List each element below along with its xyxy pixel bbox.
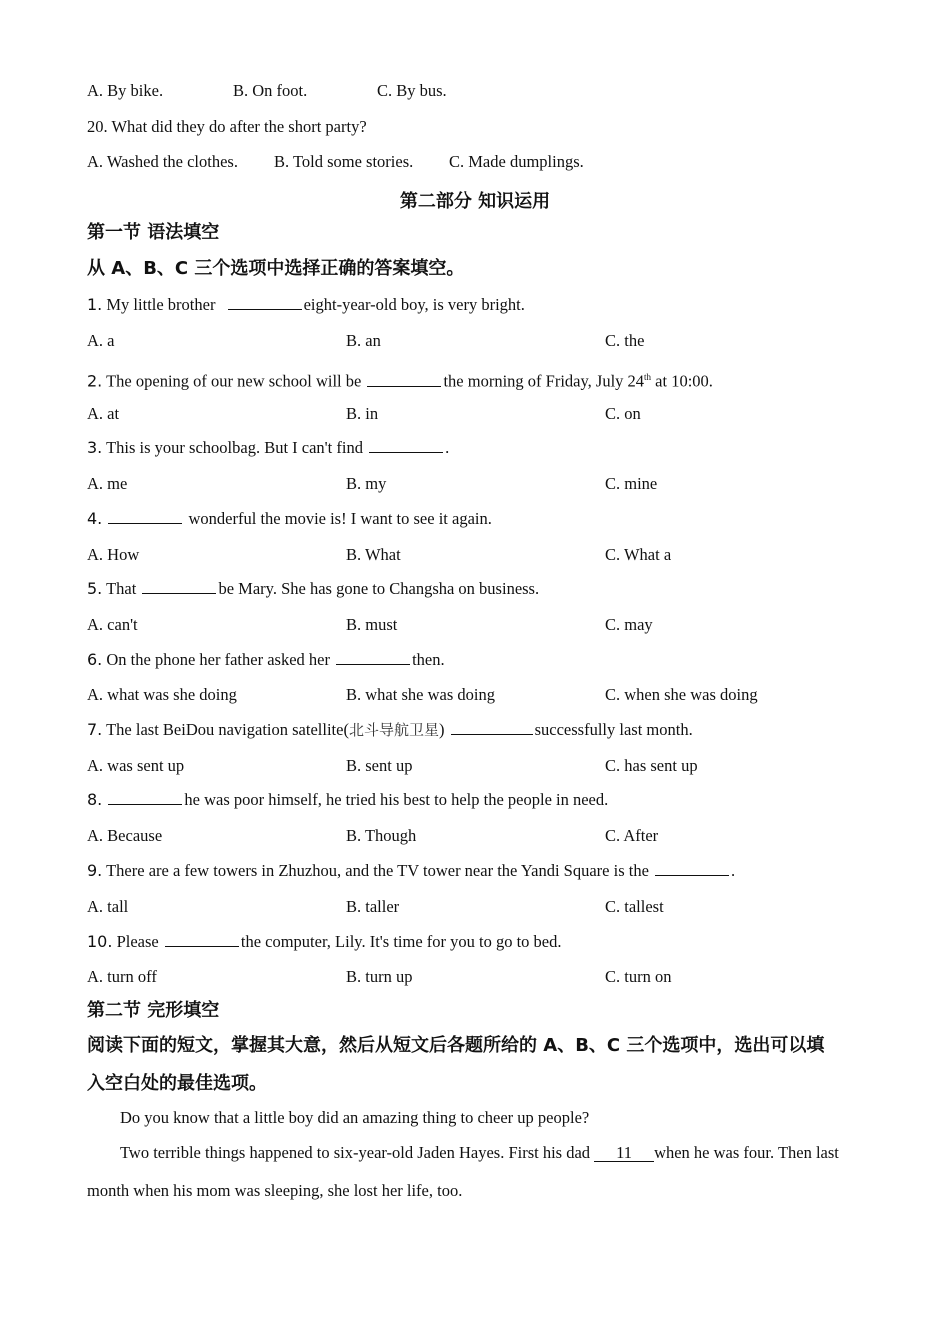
numbered-blank: 11 — [594, 1144, 654, 1162]
option-c: C. Made dumplings. — [449, 152, 584, 171]
option-a: A. By bike. — [87, 81, 164, 100]
answer-blank — [655, 860, 729, 876]
option-b: B. an — [346, 331, 381, 350]
question-8: 8. he was poor himself, he tried his best to help the people in need. — [87, 790, 609, 809]
section-title: 第一节 语法填空 — [87, 222, 220, 243]
question-10: 10. Please the computer, Lily. It's time for you to go to bed. — [87, 932, 562, 951]
question-20: 20. What did they do after the short party? — [87, 117, 367, 136]
option-a: A. turn off — [87, 967, 157, 986]
option-a: A. can't — [87, 615, 138, 634]
passage-paragraph: Do you know that a little boy did an amazing thing to cheer up people? — [120, 1108, 590, 1127]
option-c: C. tallest — [605, 897, 664, 916]
passage-paragraph: Two terrible things happened to six-year-old Jaden Hayes. First his dad 11 when he was four. Then last — [120, 1143, 839, 1162]
question-6: 6. On the phone her father asked her then. — [87, 650, 445, 669]
question-9: 9. There are a few towers in Zhuzhou, and the TV tower near the Yandi Square is the . — [87, 861, 736, 880]
option-b: B. Though — [346, 826, 417, 845]
option-b: B. what she was doing — [346, 685, 495, 704]
option-a: A. Washed the clothes. — [87, 152, 238, 171]
answer-blank — [142, 578, 216, 594]
option-a: A. me — [87, 474, 128, 493]
answer-blank — [336, 649, 410, 665]
option-a: A. at — [87, 404, 120, 423]
option-b: B. my — [346, 474, 387, 493]
option-a: A. what was she doing — [87, 685, 237, 704]
option-a: A. tall — [87, 897, 129, 916]
question-7: 7. The last BeiDou navigation satellite(北斗导航卫星) successfully last month. — [87, 720, 693, 739]
answer-blank — [367, 371, 441, 387]
option-a: A. Because — [87, 826, 163, 845]
option-c: C. the — [605, 331, 645, 350]
option-c: C. After — [605, 826, 659, 845]
option-b: B. turn up — [346, 967, 413, 986]
option-b: B. What — [346, 545, 401, 564]
part-title: 第二部分 知识运用 — [399, 191, 551, 212]
answer-blank — [108, 508, 182, 524]
option-a: A. How — [87, 545, 140, 564]
option-c: C. turn on — [605, 967, 672, 986]
section-instruction: 阅读下面的短文，掌握其大意，然后从短文后各题所给的 A、B、C 三个选项中，选出可以填 — [87, 1035, 825, 1056]
question-1: 1. My little brother eight-year-old boy, is very bright. — [87, 295, 525, 314]
answer-blank — [369, 437, 443, 453]
option-b: B. On foot. — [233, 81, 308, 100]
option-c: C. has sent up — [605, 756, 698, 775]
question-4: 4. wonderful the movie is! I want to see it again. — [87, 509, 492, 528]
option-b: B. must — [346, 615, 398, 634]
option-b: B. Told some stories. — [274, 152, 414, 171]
option-b: B. in — [346, 404, 379, 423]
answer-blank — [108, 789, 182, 805]
option-c: C. on — [605, 404, 641, 423]
answer-blank — [165, 931, 239, 947]
option-c: C. mine — [605, 474, 658, 493]
option-c: C. may — [605, 615, 653, 634]
option-a: A. a — [87, 331, 115, 350]
section-title: 第二节 完形填空 — [87, 1000, 220, 1021]
answer-blank — [228, 294, 302, 310]
option-c: C. By bus. — [377, 81, 447, 100]
question-2: 2. The opening of our new school will be the morning of Friday, July 24th at 10:00. — [87, 371, 713, 391]
option-b: B. sent up — [346, 756, 413, 775]
option-c: C. when she was doing — [605, 685, 758, 704]
option-c: C. What a — [605, 545, 672, 564]
question-5: 5. That be Mary. She has gone to Changsha on business. — [87, 579, 540, 598]
answer-blank — [451, 719, 533, 735]
section-instruction-cont: 入空白处的最佳选项。 — [87, 1073, 267, 1094]
option-a: A. was sent up — [87, 756, 185, 775]
option-b: B. taller — [346, 897, 400, 916]
passage-paragraph-cont: month when his mom was sleeping, she lost her life, too. — [87, 1181, 463, 1200]
question-3: 3. This is your schoolbag. But I can't find . — [87, 438, 450, 457]
section-instruction: 从 A、B、C 三个选项中选择正确的答案填空。 — [87, 258, 465, 279]
